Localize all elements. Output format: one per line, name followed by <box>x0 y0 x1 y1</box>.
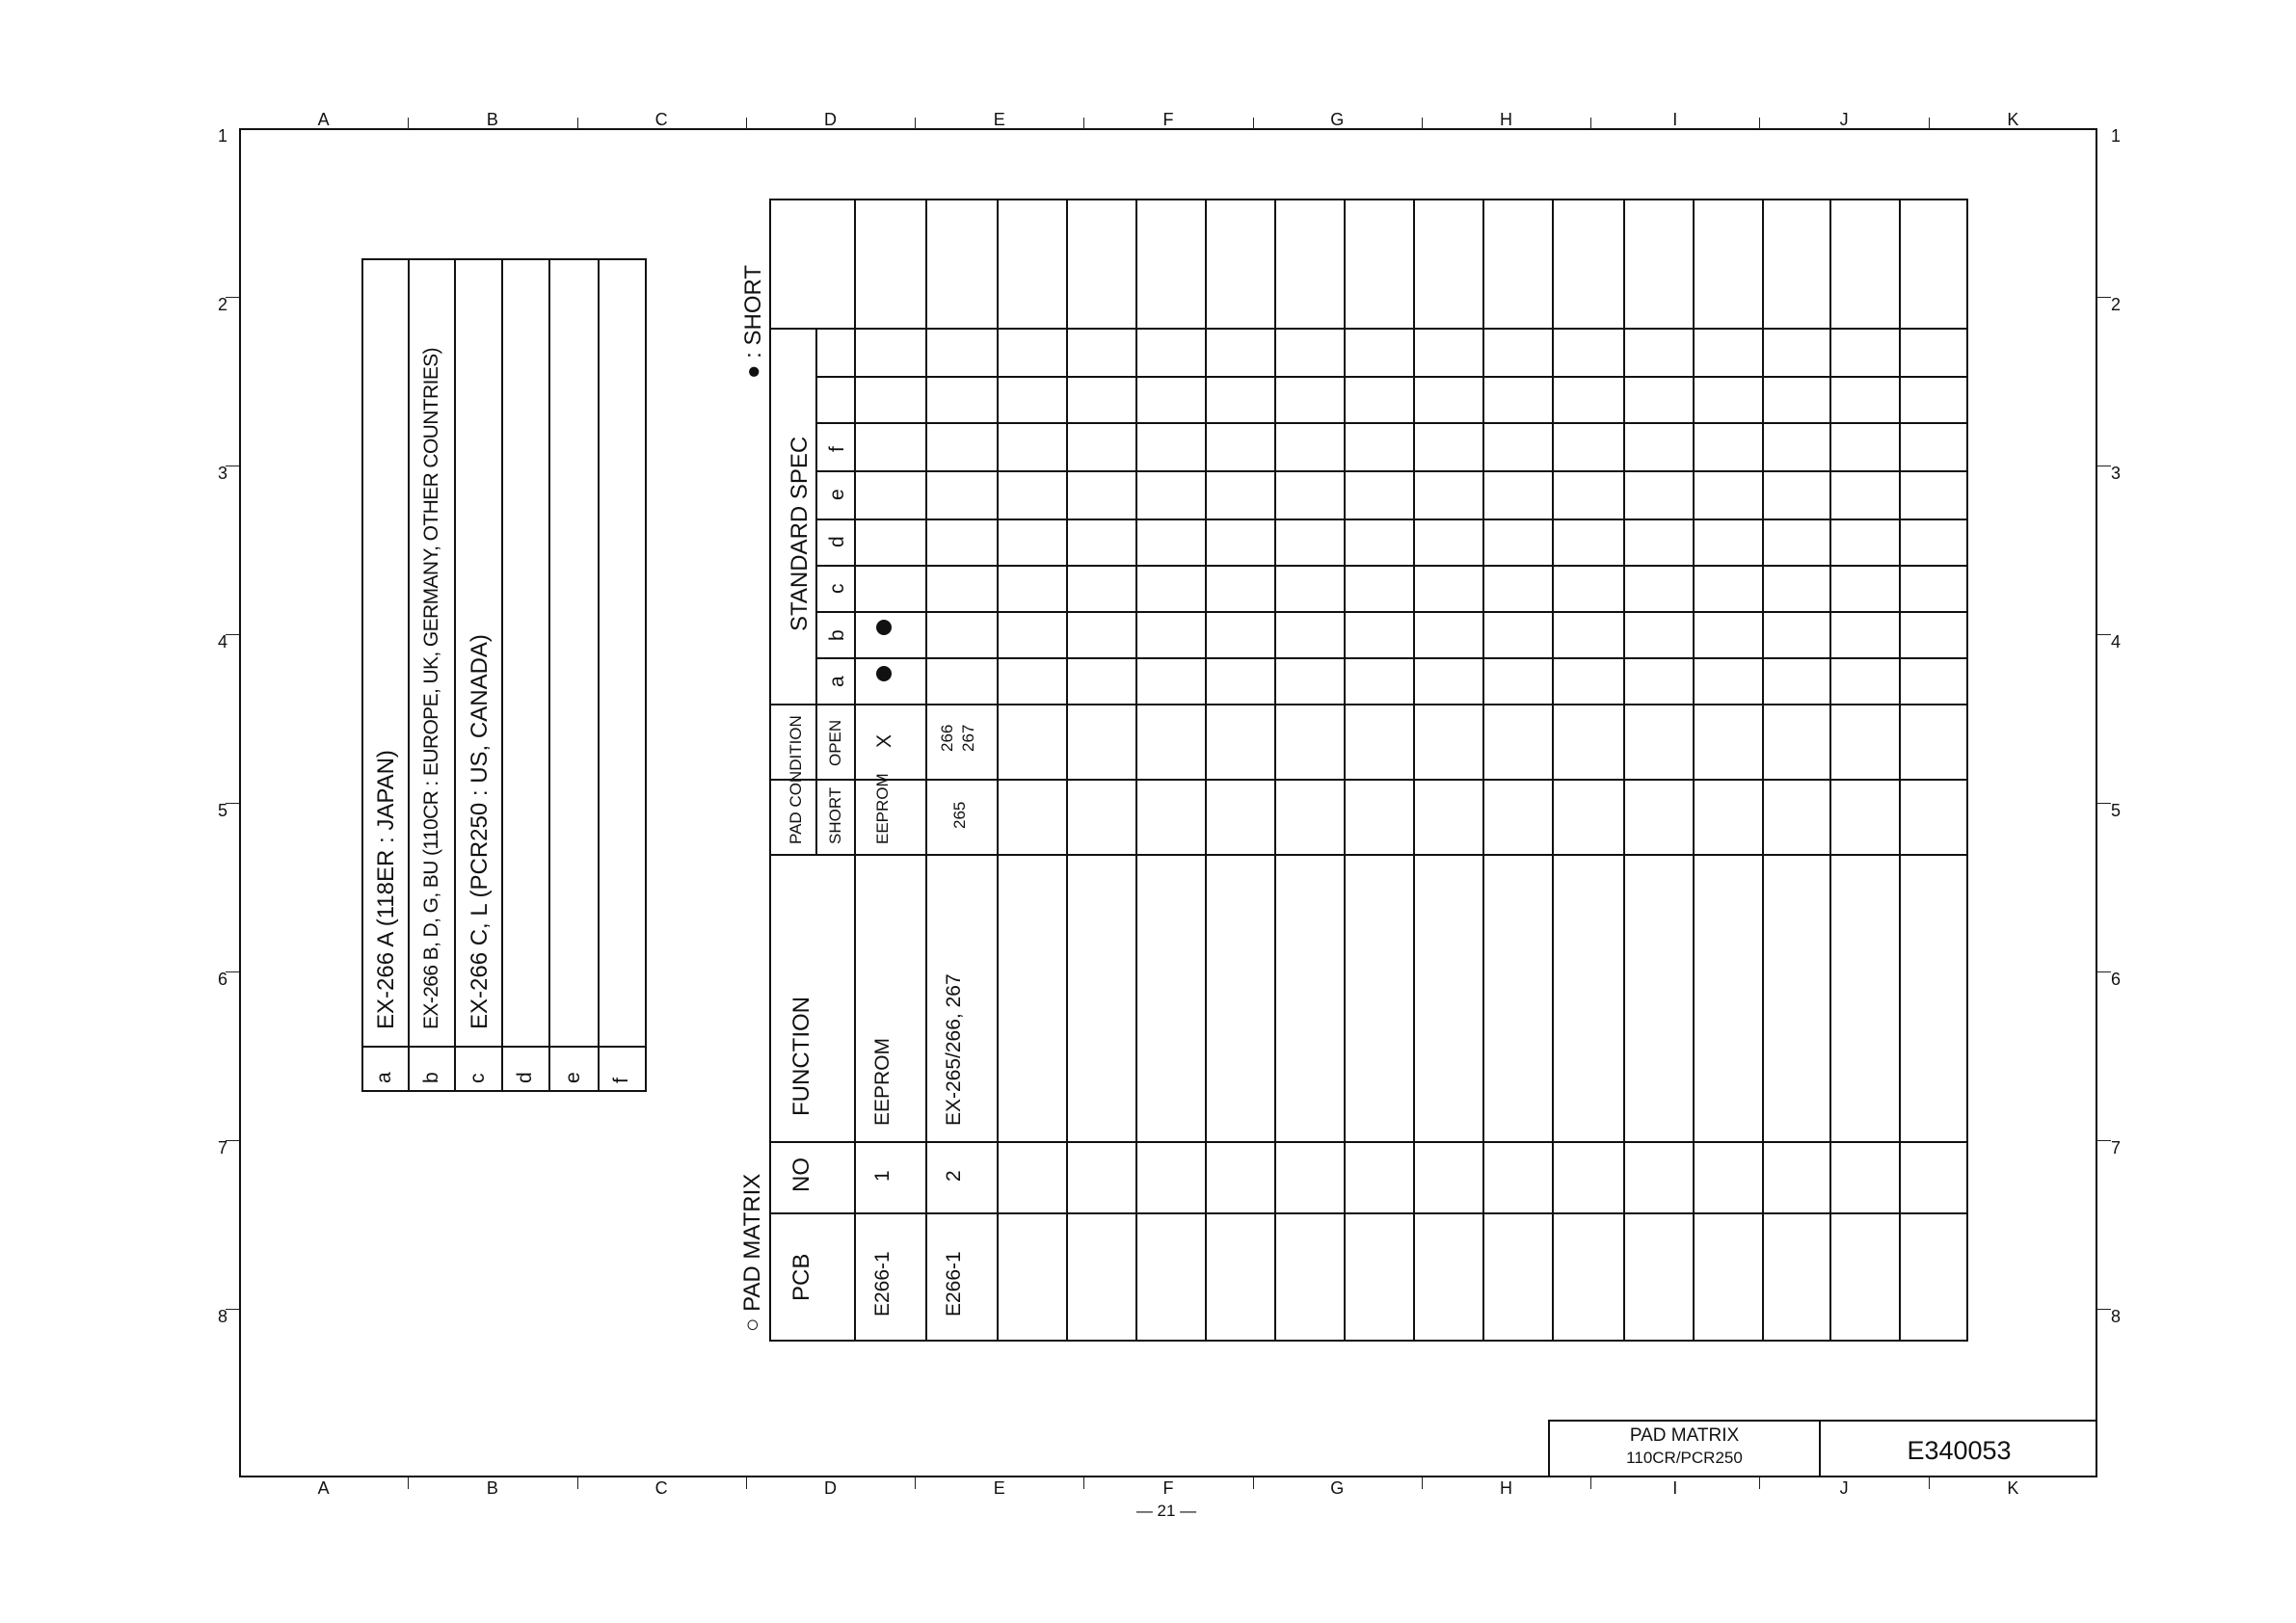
spec-col-label-f: f <box>826 446 848 452</box>
drawing-number: E340053 <box>1907 1436 2012 1465</box>
zone-row-label-7: 7 <box>217 1137 227 1157</box>
matrix-row-line <box>769 704 1968 705</box>
matrix-row-line <box>769 854 1968 856</box>
matrix-spec-line <box>815 376 1968 378</box>
legend-key-c: c <box>467 1073 489 1083</box>
zone-col-tick <box>746 118 747 129</box>
zone-col-label-a: A <box>317 110 330 129</box>
matrix-col-line <box>997 199 999 1342</box>
zone-col-tick <box>1759 1477 1760 1489</box>
matrix-row-line <box>769 779 1968 781</box>
zone-col-tick <box>577 1477 578 1489</box>
matrix-spec-line <box>815 470 1968 472</box>
zone-row-label-8: 8 <box>2110 1306 2121 1326</box>
row1-short: EEPROM <box>873 773 892 844</box>
short-legend: ● : SHORT <box>740 264 766 379</box>
zone-col-label-i: I <box>1672 110 1678 129</box>
header-pcb: PCB <box>788 1253 814 1301</box>
zone-col-tick <box>577 118 578 129</box>
zone-col-tick <box>1590 118 1591 129</box>
matrix-spec-line <box>815 657 1968 659</box>
spec-col-label-c: c <box>826 583 848 594</box>
legend-text-a: EX-266 A (118ER : JAPAN) <box>373 750 399 1029</box>
matrix-spec-line <box>815 611 1968 613</box>
zone-col-tick <box>1253 1477 1254 1489</box>
zone-row-tick <box>226 803 239 804</box>
zone-row-label-7: 7 <box>2110 1137 2121 1157</box>
zone-row-label-5: 5 <box>217 800 227 820</box>
matrix-col-line <box>1066 199 1068 1342</box>
page-number: — 21 — <box>1135 1502 1197 1520</box>
matrix-col-line <box>1413 199 1415 1342</box>
matrix-col-line <box>1693 199 1695 1342</box>
matrix-title: ○ PAD MATRIX <box>739 1173 765 1332</box>
legend-key-d: d <box>514 1072 536 1083</box>
row1-no: 1 <box>871 1170 894 1182</box>
zone-row-tick <box>226 297 239 298</box>
row1-pcb: E266-1 <box>871 1251 894 1317</box>
zone-col-tick <box>915 1477 916 1489</box>
zone-row-label-2: 2 <box>2110 294 2121 314</box>
zone-row-tick <box>226 634 239 635</box>
title-line1: PAD MATRIX <box>1629 1425 1740 1446</box>
matrix-col-line <box>1135 199 1137 1342</box>
zone-row-label-6: 6 <box>2110 969 2121 989</box>
zone-col-label-h: H <box>1500 1478 1513 1498</box>
legend-key-a: a <box>373 1072 395 1083</box>
zone-col-tick <box>1759 118 1760 129</box>
header-no: NO <box>788 1157 814 1192</box>
row2-function: EX-265/266, 267 <box>943 973 965 1126</box>
zone-row-label-4: 4 <box>2110 631 2121 652</box>
row2-no: 2 <box>943 1170 965 1182</box>
matrix-col-line <box>1344 199 1346 1342</box>
zone-col-tick <box>1929 1477 1930 1489</box>
matrix-col-line <box>1829 199 1831 1342</box>
matrix-col-line <box>1482 199 1484 1342</box>
zone-col-label-i: I <box>1672 1478 1678 1498</box>
matrix-col-line <box>1762 199 1764 1342</box>
header-standard-spec: STANDARD SPEC <box>787 436 813 631</box>
row2-open: 266 267 <box>938 724 977 752</box>
zone-col-label-d: D <box>823 110 837 129</box>
spec-col-label-a: a <box>826 676 848 687</box>
zone-col-label-c: C <box>654 110 668 129</box>
header-function: FUNCTION <box>788 997 814 1116</box>
zone-row-tick <box>226 971 239 972</box>
matrix-col-line <box>1274 199 1276 1342</box>
zone-col-label-e: E <box>993 1478 1005 1498</box>
row1-spec-a-short-dot <box>876 666 892 681</box>
zone-row-label-1: 1 <box>217 125 227 146</box>
matrix-col-line <box>925 199 927 1342</box>
zone-row-label-3: 3 <box>2110 463 2121 483</box>
matrix-spec-line <box>815 565 1968 567</box>
matrix-row-line <box>769 328 1968 330</box>
zone-row-tick <box>2097 803 2111 804</box>
zone-col-tick <box>746 1477 747 1489</box>
zone-col-label-b: B <box>486 110 498 129</box>
zone-col-label-d: D <box>823 1478 837 1498</box>
row1-function: EEPROM <box>871 1037 894 1126</box>
title-line2: 110CR/PCR250 <box>1626 1449 1743 1467</box>
zone-row-tick <box>226 1140 239 1141</box>
zone-col-tick <box>1422 1477 1423 1489</box>
zone-row-label-1: 1 <box>2110 125 2121 146</box>
spec-col-label-b: b <box>826 629 848 641</box>
zone-col-tick <box>1083 118 1084 129</box>
zone-col-label-j: J <box>1839 110 1849 129</box>
matrix-row-line <box>769 1141 1968 1143</box>
zone-row-tick <box>2097 971 2111 972</box>
matrix-subheader-line <box>815 328 817 854</box>
zone-col-label-b: B <box>486 1478 498 1498</box>
zone-row-label-5: 5 <box>2110 800 2121 820</box>
zone-row-tick <box>226 1309 239 1310</box>
matrix-spec-line <box>815 422 1968 424</box>
legend-text-b: EX-266 B, D, G, BU (110CR : EUROPE, UK, GERMANY, OTHER COUNTRIES) <box>420 347 442 1029</box>
zone-row-tick <box>2097 1140 2111 1141</box>
zone-row-tick <box>2097 1309 2111 1310</box>
zone-col-label-h: H <box>1500 110 1513 129</box>
zone-row-label-8: 8 <box>217 1306 227 1326</box>
row2-short: 265 <box>950 801 969 829</box>
row1-open: X <box>873 733 895 748</box>
header-open: OPEN <box>826 719 844 766</box>
zone-col-label-a: A <box>317 1478 330 1498</box>
zone-row-tick <box>2097 634 2111 635</box>
zone-col-tick <box>1253 118 1254 129</box>
zone-row-label-4: 4 <box>217 631 227 652</box>
header-short: SHORT <box>826 786 844 844</box>
legend-key-b: b <box>420 1072 442 1083</box>
header-pad-condition: PAD CONDITION <box>787 715 805 844</box>
zone-col-tick <box>1929 118 1930 129</box>
zone-col-tick <box>408 118 409 129</box>
zone-row-label-6: 6 <box>217 969 227 989</box>
legend-key-f: f <box>610 1078 632 1083</box>
zone-col-tick <box>915 118 916 129</box>
zone-col-label-j: J <box>1839 1478 1849 1498</box>
zone-row-tick <box>2097 297 2111 298</box>
zone-col-label-g: G <box>1330 1478 1345 1498</box>
matrix-col-line <box>1205 199 1207 1342</box>
spec-col-label-e: e <box>826 489 848 500</box>
row2-pcb: E266-1 <box>943 1251 965 1317</box>
zone-col-tick <box>1590 1477 1591 1489</box>
zone-col-label-k: K <box>2007 110 2019 129</box>
zone-row-label-3: 3 <box>217 463 227 483</box>
zone-col-label-e: E <box>993 110 1005 129</box>
matrix-row-line <box>769 1212 1968 1214</box>
legend-key-e: e <box>562 1072 584 1083</box>
zone-col-label-g: G <box>1330 110 1345 129</box>
matrix-spec-line <box>815 519 1968 520</box>
legend-text-c: EX-266 C, L (PCR250 : US, CANADA) <box>467 634 493 1029</box>
zone-col-tick <box>1083 1477 1084 1489</box>
matrix-col-line <box>1552 199 1554 1342</box>
zone-col-label-f: F <box>1162 110 1174 129</box>
zone-col-tick <box>408 1477 409 1489</box>
zone-row-label-2: 2 <box>217 294 227 314</box>
matrix-col-line <box>1899 199 1901 1342</box>
row1-spec-b-short-dot <box>876 620 892 635</box>
zone-col-tick <box>1422 118 1423 129</box>
zone-col-label-c: C <box>654 1478 668 1498</box>
zone-col-label-k: K <box>2007 1478 2019 1498</box>
matrix-col-line <box>854 199 856 1342</box>
matrix-col-line <box>1623 199 1625 1342</box>
zone-col-label-f: F <box>1162 1478 1174 1498</box>
spec-col-label-d: d <box>826 536 848 547</box>
